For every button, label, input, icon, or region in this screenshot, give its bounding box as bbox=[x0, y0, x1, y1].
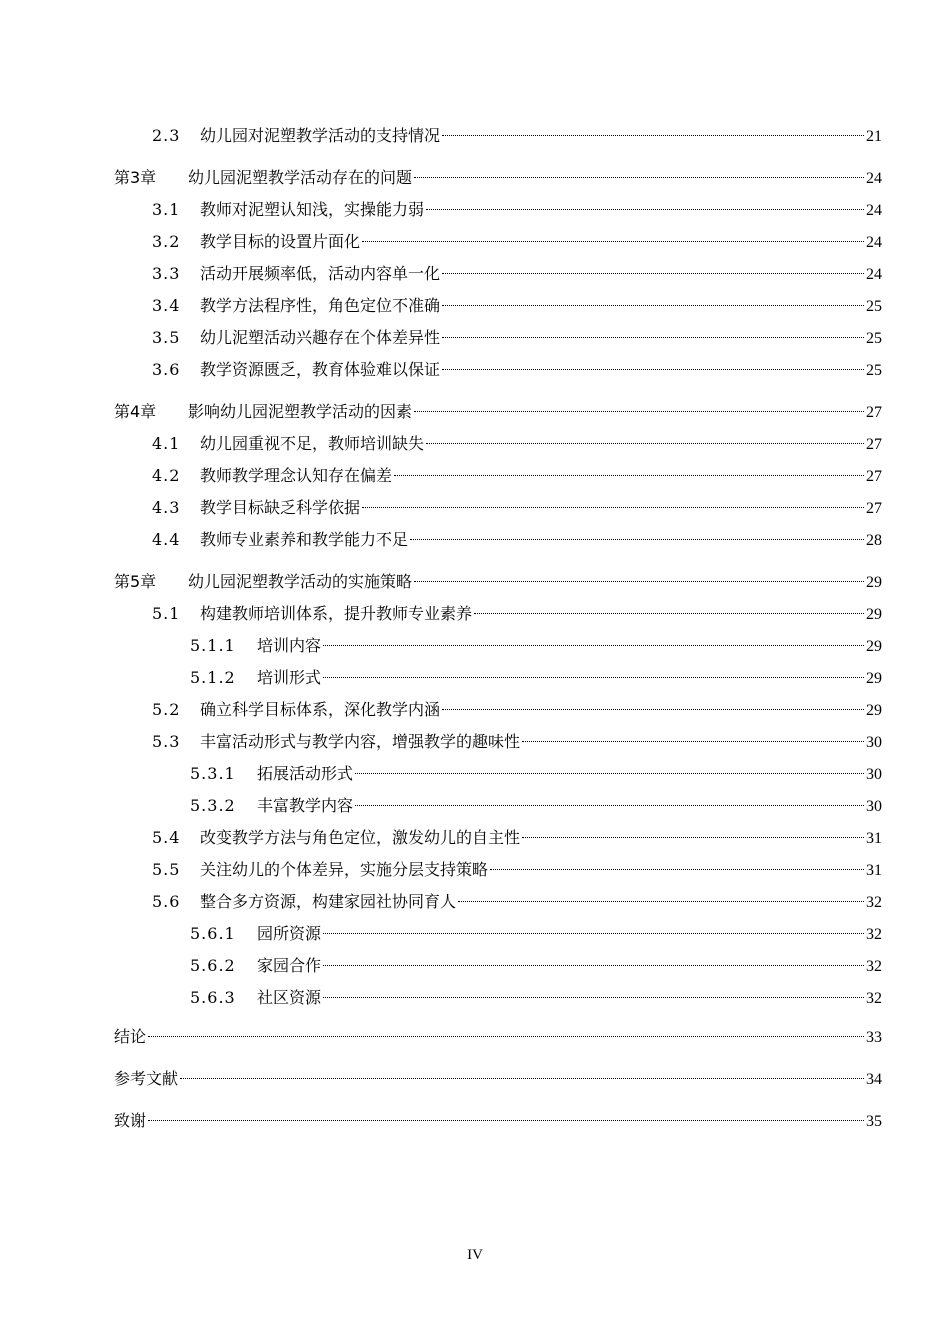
toc-chapter-title: 参考文献 bbox=[114, 1069, 179, 1088]
toc-references-entry[interactable] bbox=[114, 1067, 882, 1091]
toc-subentry-title: 培训内容 bbox=[257, 636, 322, 655]
toc-entry-page: 34 bbox=[866, 1071, 882, 1088]
toc-entry-page: 28 bbox=[866, 532, 882, 549]
toc-subentry-number: 5.1.2 bbox=[190, 668, 236, 687]
toc-entry-title: 教学方法程序性，角色定位不准确 bbox=[200, 296, 441, 315]
toc-entry[interactable] bbox=[152, 496, 882, 520]
toc-entry[interactable] bbox=[152, 858, 882, 882]
toc-entry-title: 构建教师培训体系，提升教师专业素养 bbox=[200, 604, 473, 623]
page-number: IV bbox=[467, 1247, 483, 1263]
toc-dot-leader bbox=[522, 837, 864, 838]
toc-dot-leader bbox=[442, 135, 864, 136]
toc-dot-leader bbox=[323, 933, 864, 934]
toc-dot-leader bbox=[323, 677, 864, 678]
toc-subentry[interactable] bbox=[190, 762, 882, 786]
toc-chapter-title: 致谢 bbox=[114, 1111, 147, 1130]
toc-subentry-title: 拓展活动形式 bbox=[257, 764, 354, 783]
toc-entry-number: 3.6 bbox=[152, 360, 181, 379]
toc-entry-number: 5.1 bbox=[152, 604, 181, 623]
toc-dot-leader bbox=[180, 1078, 864, 1079]
toc-entry-page: 32 bbox=[866, 990, 882, 1007]
toc-entry-page: 31 bbox=[866, 830, 882, 847]
toc-entry[interactable] bbox=[152, 698, 882, 722]
toc-entry[interactable] bbox=[152, 124, 882, 148]
toc-chapter-entry[interactable] bbox=[114, 570, 882, 594]
toc-entry[interactable] bbox=[152, 528, 882, 552]
toc-entry-number: 5.5 bbox=[152, 860, 181, 879]
toc-subentry[interactable] bbox=[190, 986, 882, 1010]
toc-entry-page: 29 bbox=[866, 670, 882, 687]
toc-dot-leader bbox=[362, 507, 864, 508]
toc-dot-leader bbox=[490, 869, 864, 870]
toc-entry[interactable] bbox=[152, 358, 882, 382]
toc-entry-page: 30 bbox=[866, 734, 882, 751]
toc-entry-page: 33 bbox=[866, 1029, 882, 1046]
toc-dot-leader bbox=[442, 369, 864, 370]
toc-conclusion-entry[interactable] bbox=[114, 1025, 882, 1049]
toc-entry-title: 教学目标的设置片面化 bbox=[200, 232, 361, 251]
toc-dot-leader bbox=[323, 645, 864, 646]
toc-dot-leader bbox=[355, 805, 864, 806]
toc-entry-title: 教学目标缺乏科学依据 bbox=[200, 498, 361, 517]
toc-dot-leader bbox=[426, 209, 864, 210]
toc-entry-page: 27 bbox=[866, 404, 882, 421]
toc-dot-leader bbox=[442, 709, 864, 710]
toc-dot-leader bbox=[148, 1120, 864, 1121]
toc-chapter-number: 第5章 bbox=[114, 572, 157, 591]
toc-entry-page: 31 bbox=[866, 862, 882, 879]
toc-chapter-title: 结论 bbox=[114, 1027, 147, 1046]
toc-entry-page: 25 bbox=[866, 298, 882, 315]
toc-chapter-number: 第4章 bbox=[114, 402, 157, 421]
toc-entry[interactable] bbox=[152, 198, 882, 222]
toc-dot-leader bbox=[323, 965, 864, 966]
toc-dot-leader bbox=[410, 539, 864, 540]
toc-entry-number: 4.2 bbox=[152, 466, 181, 485]
toc-dot-leader bbox=[414, 581, 864, 582]
toc-entry-title: 教师专业素养和教学能力不足 bbox=[200, 530, 409, 549]
toc-subentry[interactable] bbox=[190, 666, 882, 690]
toc-entry-title: 教师对泥塑认知浅，实操能力弱 bbox=[200, 200, 425, 219]
toc-entry-number: 2.3 bbox=[152, 126, 181, 145]
toc-entry-page: 32 bbox=[866, 958, 882, 975]
toc-subentry-title: 丰富教学内容 bbox=[257, 796, 354, 815]
toc-entry-page: 29 bbox=[866, 702, 882, 719]
toc-entry-number: 5.6 bbox=[152, 892, 181, 911]
toc-entry-page: 24 bbox=[866, 234, 882, 251]
toc-subentry[interactable] bbox=[190, 954, 882, 978]
toc-entry-page: 27 bbox=[866, 436, 882, 453]
toc-entry[interactable] bbox=[152, 890, 882, 914]
toc-entry-number: 5.3 bbox=[152, 732, 181, 751]
toc-subentry[interactable] bbox=[190, 922, 882, 946]
toc-entry-number: 3.2 bbox=[152, 232, 181, 251]
toc-entry-page: 32 bbox=[866, 926, 882, 943]
toc-entry-page: 29 bbox=[866, 574, 882, 591]
toc-entry[interactable] bbox=[152, 326, 882, 350]
toc-entry-page: 35 bbox=[866, 1113, 882, 1130]
toc-entry[interactable] bbox=[152, 464, 882, 488]
toc-entry-number: 5.4 bbox=[152, 828, 181, 847]
toc-entry[interactable] bbox=[152, 730, 882, 754]
toc-entry-page: 30 bbox=[866, 766, 882, 783]
toc-entry-page: 29 bbox=[866, 606, 882, 623]
toc-entry-number: 4.4 bbox=[152, 530, 181, 549]
toc-dot-leader bbox=[442, 273, 864, 274]
toc-entry-page: 24 bbox=[866, 202, 882, 219]
toc-entry-page: 32 bbox=[866, 894, 882, 911]
toc-entry[interactable] bbox=[152, 230, 882, 254]
toc-entry-page: 24 bbox=[866, 170, 882, 187]
toc-entry[interactable] bbox=[152, 602, 882, 626]
toc-chapter-title: 幼儿园泥塑教学活动存在的问题 bbox=[188, 168, 413, 187]
toc-entry-page: 21 bbox=[866, 128, 882, 145]
toc-entry[interactable] bbox=[152, 262, 882, 286]
toc-entry-number: 5.2 bbox=[152, 700, 181, 719]
toc-subentry[interactable] bbox=[190, 634, 882, 658]
toc-dot-leader bbox=[474, 613, 864, 614]
toc-entry-title: 关注幼儿的个体差异，实施分层支持策略 bbox=[200, 860, 489, 879]
toc-dot-leader bbox=[414, 411, 864, 412]
toc-entry-title: 教师教学理念认知存在偏差 bbox=[200, 466, 393, 485]
toc-entry-page: 25 bbox=[866, 362, 882, 379]
toc-subentry-number: 5.3.1 bbox=[190, 764, 236, 783]
toc-entry-number: 3.1 bbox=[152, 200, 181, 219]
toc-chapter-entry[interactable] bbox=[114, 166, 882, 190]
toc-entry-title: 幼儿园对泥塑教学活动的支持情况 bbox=[200, 126, 441, 145]
toc-entry-title: 整合多方资源，构建家园社协同育人 bbox=[200, 892, 457, 911]
toc-entry-title: 确立科学目标体系，深化教学内涵 bbox=[200, 700, 441, 719]
toc-entry-page: 24 bbox=[866, 266, 882, 283]
toc-entry-page: 30 bbox=[866, 798, 882, 815]
toc-entry-page: 27 bbox=[866, 468, 882, 485]
toc-entry-number: 3.3 bbox=[152, 264, 181, 283]
toc-chapter-number: 第3章 bbox=[114, 168, 157, 187]
toc-entry-title: 丰富活动形式与教学内容，增强教学的趣味性 bbox=[200, 732, 521, 751]
toc-dot-leader bbox=[323, 997, 864, 998]
toc-dot-leader bbox=[148, 1036, 864, 1037]
toc-subentry-title: 培训形式 bbox=[257, 668, 322, 687]
toc-dot-leader bbox=[522, 741, 864, 742]
toc-subentry-number: 5.6.3 bbox=[190, 988, 236, 1007]
toc-entry-title: 幼儿园重视不足，教师培训缺失 bbox=[200, 434, 425, 453]
toc-chapter-title: 幼儿园泥塑教学活动的实施策略 bbox=[188, 572, 413, 591]
toc-dot-leader bbox=[426, 443, 864, 444]
toc-acknowledgements-entry[interactable] bbox=[114, 1109, 882, 1133]
toc-dot-leader bbox=[362, 241, 864, 242]
toc-entry-title: 幼儿泥塑活动兴趣存在个体差异性 bbox=[200, 328, 441, 347]
toc-chapter-entry[interactable] bbox=[114, 400, 882, 424]
toc-dot-leader bbox=[442, 305, 864, 306]
toc-entry-title: 教学资源匮乏，教育体验难以保证 bbox=[200, 360, 441, 379]
toc-entry-number: 4.1 bbox=[152, 434, 181, 453]
toc-entry-page: 27 bbox=[866, 500, 882, 517]
toc-subentry-number: 5.6.2 bbox=[190, 956, 236, 975]
toc-subentry-title: 家园合作 bbox=[257, 956, 322, 975]
toc-chapter-title: 影响幼儿园泥塑教学活动的因素 bbox=[188, 402, 413, 421]
toc-dot-leader bbox=[394, 475, 864, 476]
toc-entry-title: 活动开展频率低，活动内容单一化 bbox=[200, 264, 441, 283]
toc-dot-leader bbox=[442, 337, 864, 338]
toc-entry-page: 25 bbox=[866, 330, 882, 347]
toc-entry-title: 改变教学方法与角色定位，激发幼儿的自主性 bbox=[200, 828, 521, 847]
toc-subentry-number: 5.3.2 bbox=[190, 796, 236, 815]
toc-dot-leader bbox=[414, 177, 864, 178]
toc-entry-number: 4.3 bbox=[152, 498, 181, 517]
toc-dot-leader bbox=[355, 773, 864, 774]
toc-entry[interactable] bbox=[152, 294, 882, 318]
toc-entry-number: 3.5 bbox=[152, 328, 181, 347]
toc-dot-leader bbox=[458, 901, 864, 902]
toc-subentry-title: 社区资源 bbox=[257, 988, 322, 1007]
toc-subentry-number: 5.6.1 bbox=[190, 924, 236, 943]
toc-entry[interactable] bbox=[152, 432, 882, 456]
toc-subentry[interactable] bbox=[190, 794, 882, 818]
toc-subentry-number: 5.1.1 bbox=[190, 636, 236, 655]
toc-entry-number: 3.4 bbox=[152, 296, 181, 315]
toc-entry-page: 29 bbox=[866, 638, 882, 655]
toc-entry[interactable] bbox=[152, 826, 882, 850]
toc-subentry-title: 园所资源 bbox=[257, 924, 322, 943]
